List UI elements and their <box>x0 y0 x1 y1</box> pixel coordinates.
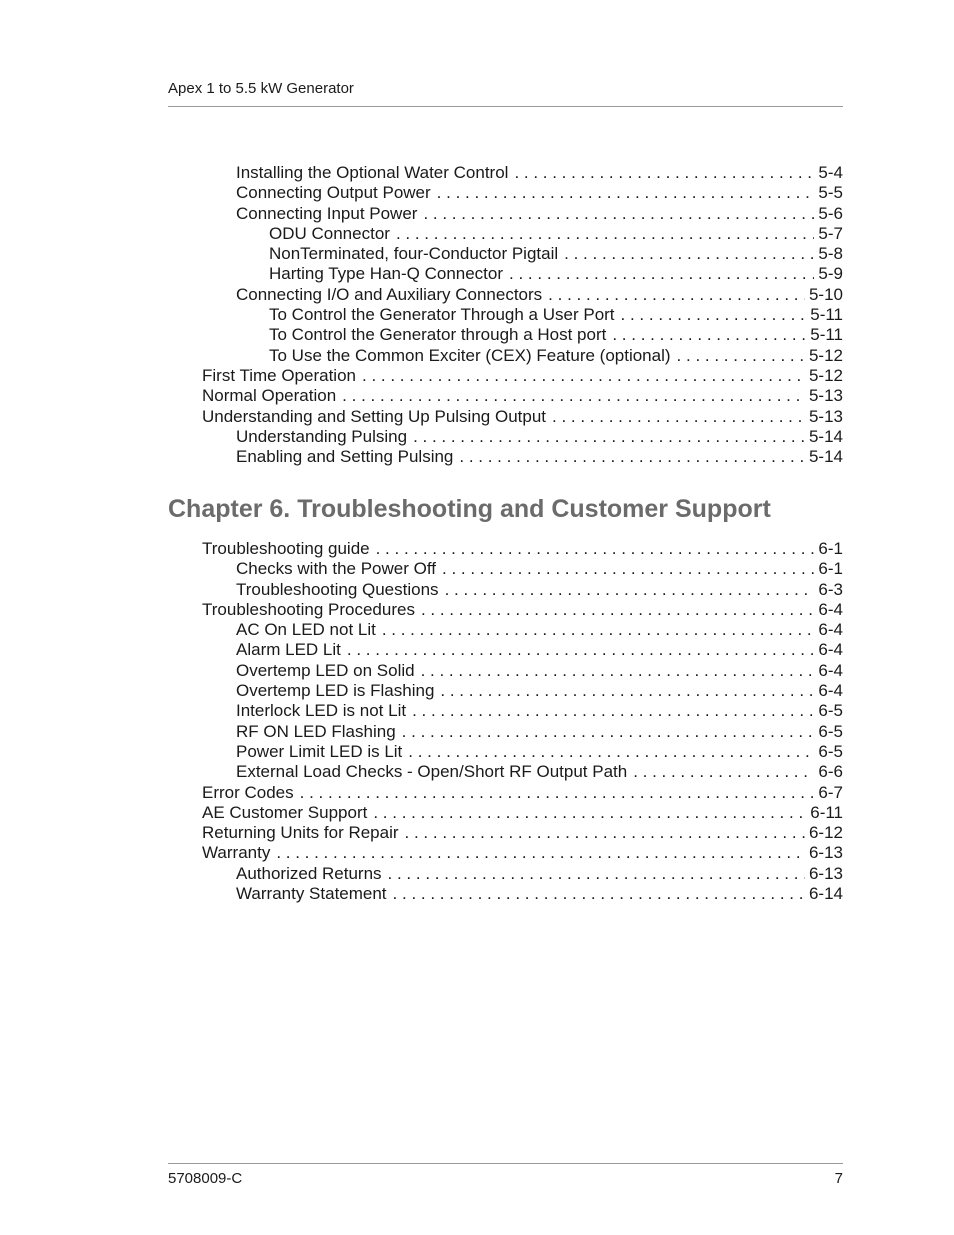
toc-section-chapter-5 <box>168 163 843 467</box>
toc-entry-page: 6-14 <box>808 884 843 904</box>
toc-dot-leader <box>564 244 814 264</box>
toc-dot-leader <box>408 742 814 762</box>
toc-entry[interactable] <box>168 346 843 366</box>
toc-entry-title: Troubleshooting guide <box>202 539 370 558</box>
toc-entry-title: Error Codes <box>202 782 294 802</box>
toc-entry[interactable] <box>168 163 843 183</box>
toc-dot-leader <box>362 366 805 386</box>
toc-entry-page: 6-1 <box>818 539 843 558</box>
toc-entry-title: Warranty <box>202 843 271 863</box>
toc-entry-page: 5-11 <box>810 305 843 325</box>
toc-entry[interactable] <box>168 722 843 742</box>
toc-entry-title: Harting Type Han-Q Connector <box>269 264 504 284</box>
toc-entry-page: 6-4 <box>818 599 843 619</box>
toc-dot-leader <box>342 386 805 406</box>
toc-dot-leader <box>396 224 814 244</box>
toc-dot-leader <box>612 325 806 345</box>
toc-entry[interactable] <box>168 325 843 345</box>
toc-dot-leader <box>633 762 814 782</box>
toc-entry[interactable] <box>168 742 843 762</box>
toc-entry-page: 5-5 <box>818 183 843 203</box>
toc-entry-title: Warranty Statement <box>236 884 387 904</box>
toc-entry[interactable] <box>168 539 843 559</box>
toc-entry-title: Troubleshooting Procedures <box>202 599 415 619</box>
toc-section-chapter-6 <box>168 539 843 904</box>
toc-entry-title: External Load Checks - Open/Short RF Output Path <box>236 762 628 782</box>
toc-entry-title: Checks with the Power Off <box>236 559 436 579</box>
toc-entry-page: 5-8 <box>818 244 843 264</box>
toc-dot-leader <box>382 620 815 640</box>
toc-entry-title: Overtemp LED on Solid <box>236 660 415 680</box>
toc-dot-leader <box>276 843 805 863</box>
toc-entry[interactable] <box>168 447 843 467</box>
toc-entry-page: 6-13 <box>808 843 843 863</box>
toc-entry-page: 5-4 <box>818 163 843 182</box>
toc-dot-leader <box>552 407 805 427</box>
toc-entry-title: Troubleshooting Questions <box>236 579 439 599</box>
toc-entry-page: 6-11 <box>810 802 843 822</box>
toc-entry-title: Overtemp LED is Flashing <box>236 681 435 701</box>
toc-dot-leader <box>421 661 815 681</box>
toc-dot-leader <box>437 183 815 203</box>
toc-entry-title: NonTerminated, four-Conductor Pigtail <box>269 244 559 264</box>
toc-entry-title: Interlock LED is not Lit <box>236 701 407 721</box>
toc-entry-title: To Use the Common Exciter (CEX) Feature (optional) <box>269 345 671 365</box>
toc-entry-page: 5-13 <box>808 386 843 406</box>
footer-doc-number: 5708009-C <box>168 1170 243 1187</box>
toc-entry-page: 6-5 <box>818 701 843 721</box>
toc-entry-page: 6-5 <box>818 741 843 761</box>
chapter-heading: Chapter 6. Troubleshooting and Customer Support <box>168 495 771 523</box>
toc-entry-page: 5-14 <box>808 447 843 467</box>
toc-entry-page: 6-1 <box>818 559 843 579</box>
toc-entry[interactable] <box>168 244 843 264</box>
toc-dot-leader <box>440 681 814 701</box>
toc-entry[interactable] <box>168 681 843 701</box>
toc-entry-page: 6-4 <box>818 660 843 680</box>
toc-entry[interactable] <box>168 386 843 406</box>
toc-entry[interactable] <box>168 407 843 427</box>
toc-entry-title: Connecting Output Power <box>236 183 431 203</box>
toc-entry[interactable] <box>168 204 843 224</box>
toc-entry[interactable] <box>168 427 843 447</box>
toc-dot-leader <box>402 722 815 742</box>
toc-entry[interactable] <box>168 783 843 803</box>
toc-entry[interactable] <box>168 701 843 721</box>
toc-dot-leader <box>300 783 815 803</box>
toc-entry-title: Connecting I/O and Auxiliary Connectors <box>236 284 543 304</box>
toc-entry[interactable] <box>168 305 843 325</box>
header-title: Apex 1 to 5.5 kW Generator <box>168 80 354 97</box>
toc-entry[interactable] <box>168 762 843 782</box>
toc-entry-title: Authorized Returns <box>236 863 382 883</box>
toc-dot-leader <box>347 640 815 660</box>
toc-entry-title: ODU Connector <box>269 223 390 243</box>
toc-dot-leader <box>421 600 814 620</box>
toc-entry[interactable] <box>168 366 843 386</box>
toc-entry-title: Alarm LED Lit <box>236 640 341 660</box>
toc-entry[interactable] <box>168 843 843 863</box>
toc-entry[interactable] <box>168 264 843 284</box>
toc-entry-page: 5-11 <box>810 325 843 345</box>
toc-entry-page: 5-10 <box>808 284 843 304</box>
toc-entry[interactable] <box>168 661 843 681</box>
toc-entry-title: First Time Operation <box>202 365 356 385</box>
toc-entry-page: 5-12 <box>808 365 843 385</box>
toc-entry-title: AC On LED not Lit <box>236 620 376 640</box>
toc-dot-leader <box>393 884 805 904</box>
toc-dot-leader <box>405 823 805 843</box>
toc-entry-title: Connecting Input Power <box>236 203 418 223</box>
toc-entry-page: 6-4 <box>818 620 843 640</box>
toc-dot-leader <box>442 559 814 579</box>
toc-entry[interactable] <box>168 640 843 660</box>
toc-entry-page: 5-14 <box>808 426 843 446</box>
toc-entry-page: 5-7 <box>818 223 843 243</box>
toc-entry[interactable] <box>168 559 843 579</box>
toc-dot-leader <box>509 264 814 284</box>
footer-page-number: 7 <box>834 1170 843 1187</box>
toc-entry-page: 6-6 <box>818 762 843 782</box>
toc-dot-leader <box>373 803 806 823</box>
toc-entry-title: Power Limit LED is Lit <box>236 741 403 761</box>
toc-dot-leader <box>423 204 814 224</box>
toc-dot-leader <box>413 427 805 447</box>
toc-dot-leader <box>445 580 815 600</box>
toc-entry-page: 6-5 <box>818 721 843 741</box>
toc-entry-title: AE Customer Support <box>202 802 368 822</box>
toc-dot-leader <box>459 447 805 467</box>
toc-entry-page: 5-6 <box>818 203 843 223</box>
toc-entry[interactable] <box>168 600 843 620</box>
toc-dot-leader <box>412 701 814 721</box>
toc-dot-leader <box>514 163 814 183</box>
toc-dot-leader <box>388 864 805 884</box>
toc-dot-leader <box>548 285 805 305</box>
toc-entry[interactable] <box>168 864 843 884</box>
toc-entry-title: Enabling and Setting Pulsing <box>236 447 454 467</box>
toc-entry[interactable] <box>168 803 843 823</box>
toc-entry-title: Installing the Optional Water Control <box>236 163 509 182</box>
toc-entry-title: Normal Operation <box>202 386 337 406</box>
toc-entry-title: To Control the Generator through a Host port <box>269 325 607 345</box>
toc-entry-page: 5-13 <box>808 406 843 426</box>
toc-entry-page: 6-4 <box>818 681 843 701</box>
page-header <box>168 80 843 107</box>
toc-entry-title: Understanding Pulsing <box>236 426 408 446</box>
toc-entry-page: 6-3 <box>818 579 843 599</box>
toc-entry[interactable] <box>168 183 843 203</box>
toc-entry-title: Understanding and Setting Up Pulsing Output <box>202 406 547 426</box>
toc-entry-page: 6-12 <box>808 823 843 843</box>
toc-entry-page: 5-9 <box>818 264 843 284</box>
toc-dot-leader <box>376 539 815 559</box>
page-footer <box>168 1163 843 1194</box>
toc-entry[interactable] <box>168 620 843 640</box>
toc-dot-leader <box>621 305 807 325</box>
toc-entry[interactable] <box>168 580 843 600</box>
toc-entry-page: 6-7 <box>818 782 843 802</box>
toc-entry[interactable] <box>168 224 843 244</box>
toc-entry-page: 5-12 <box>808 345 843 365</box>
toc-entry-page: 6-4 <box>818 640 843 660</box>
toc-entry[interactable] <box>168 285 843 305</box>
toc-entry-title: Returning Units for Repair <box>202 823 399 843</box>
toc-entry-page: 6-13 <box>808 863 843 883</box>
toc-entry[interactable] <box>168 884 843 904</box>
toc-entry-title: RF ON LED Flashing <box>236 721 396 741</box>
toc-entry-title: To Control the Generator Through a User Port <box>269 305 615 325</box>
toc-entry[interactable] <box>168 823 843 843</box>
toc-dot-leader <box>677 346 805 366</box>
